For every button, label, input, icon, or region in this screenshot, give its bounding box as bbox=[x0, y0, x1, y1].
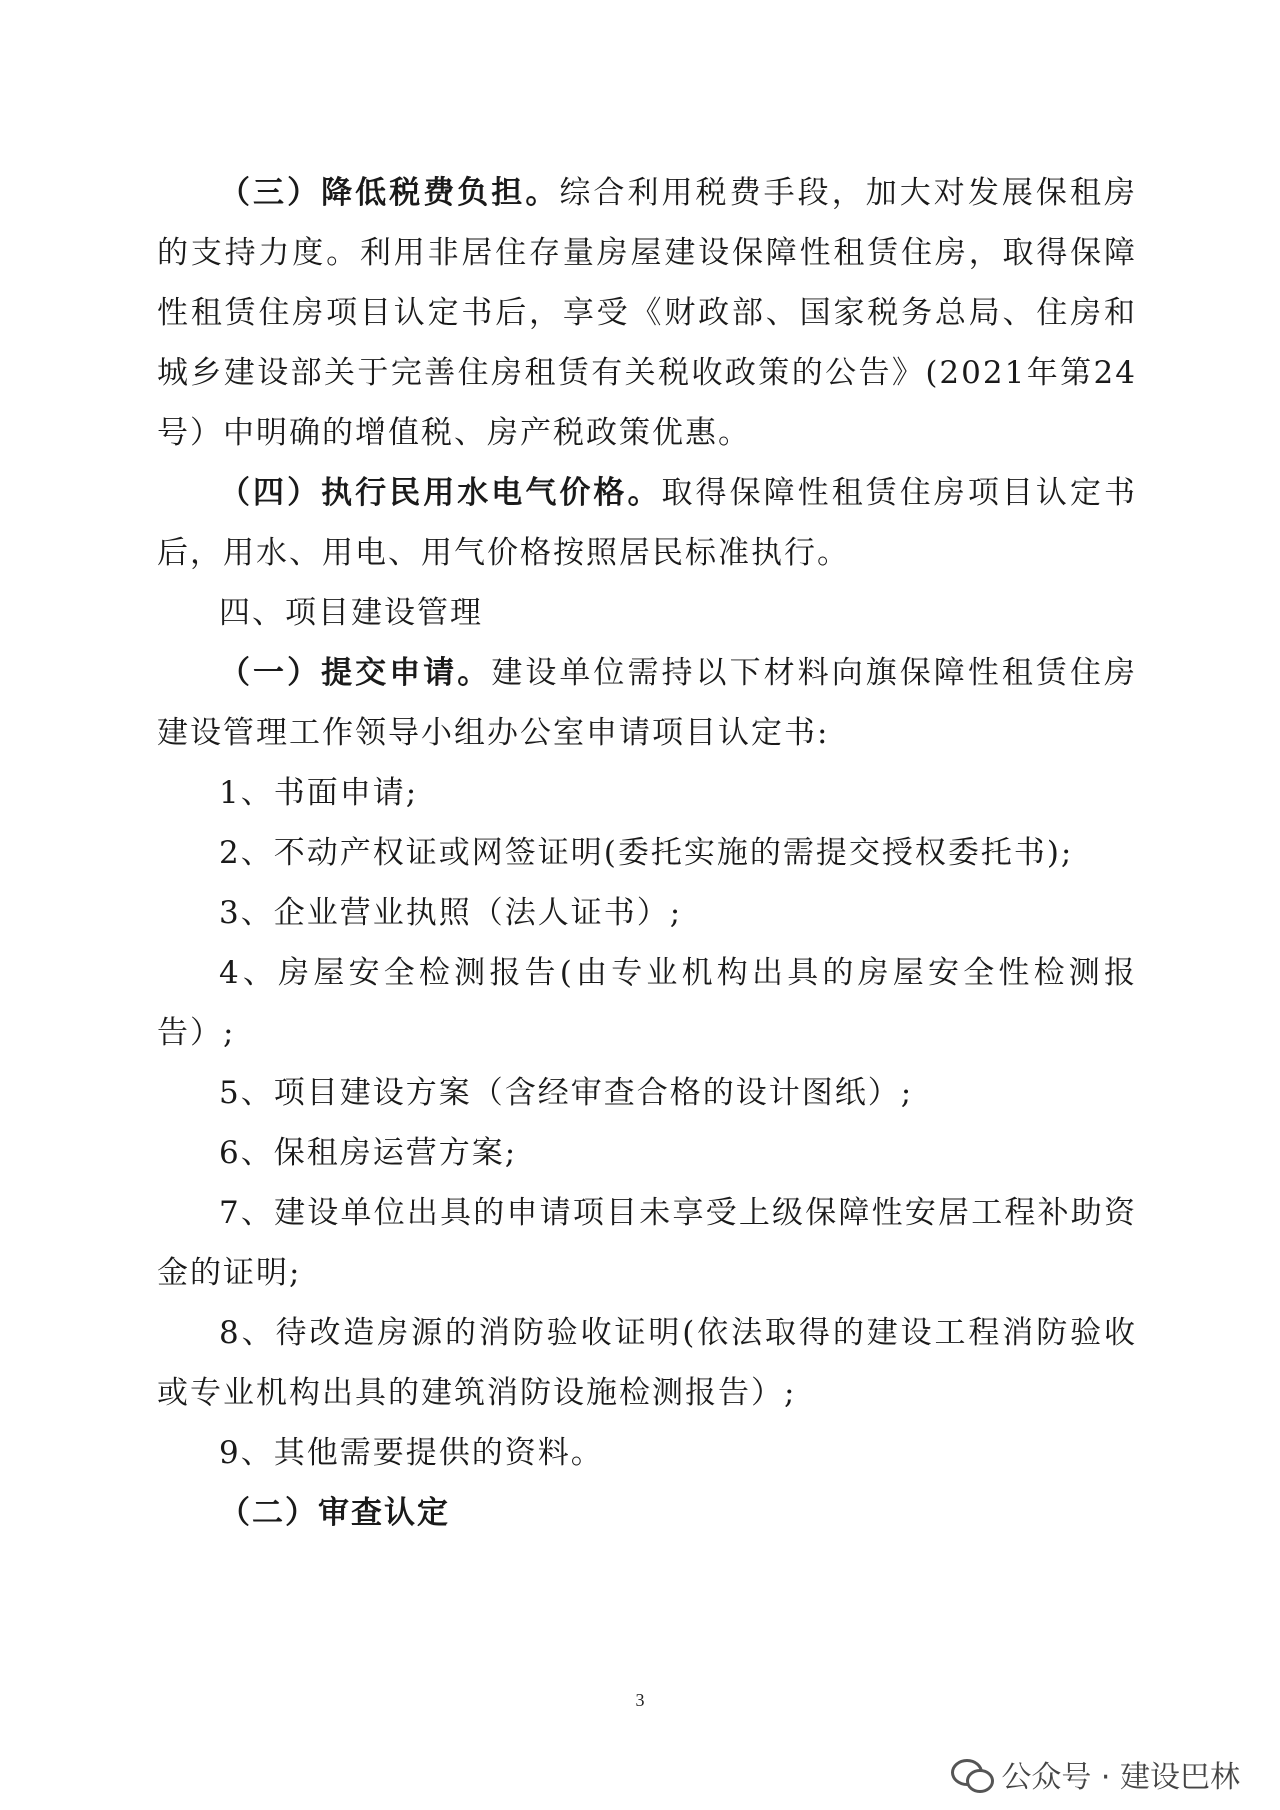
paragraph-text: 建设单位需持以下材料向旗保障性租赁住房建设管理工作领导小组办公室申请项目认定书: bbox=[157, 655, 1138, 751]
section-heading: （三）降低税费负担。 bbox=[219, 175, 560, 211]
list-item-text: 8、待改造房源的消防验收证明(依法取得的建设工程消防验收或专业机构出具的建筑消防设施检测报告）; bbox=[157, 1315, 1137, 1411]
list-item-text: 3、企业营业执照（法人证书）; bbox=[219, 895, 683, 931]
list-item bbox=[157, 883, 1137, 943]
paragraph-text: 取得保障性租赁住房项目认定书后，用水、用电、用气价格按照居民标准执行。 bbox=[157, 475, 1137, 571]
paragraph-utility-price bbox=[157, 463, 1137, 583]
list-item bbox=[157, 1423, 1137, 1483]
list-item bbox=[157, 1303, 1137, 1423]
list-item bbox=[157, 763, 1137, 823]
list-item-text: 4、房屋安全检测报告(由专业机构出具的房屋安全性检测报告）; bbox=[157, 955, 1137, 1051]
watermark-text: 公众号 · 建设巴林 bbox=[1001, 1760, 1240, 1795]
list-item bbox=[157, 1183, 1137, 1303]
list-item bbox=[157, 943, 1137, 1063]
chapter-heading-text: 四、项目建设管理 bbox=[219, 595, 483, 631]
chapter-heading bbox=[157, 583, 1137, 643]
list-item bbox=[157, 1123, 1137, 1183]
page-number: 3 bbox=[635, 1690, 645, 1710]
list-item bbox=[157, 1063, 1137, 1123]
list-item-text: 7、建设单位出具的申请项目未享受上级保障性安居工程补助资金的证明; bbox=[157, 1195, 1137, 1291]
wechat-icon bbox=[951, 1757, 991, 1791]
document-page bbox=[157, 163, 1137, 1543]
list-item bbox=[157, 823, 1137, 883]
list-item-text: 9、其他需要提供的资料。 bbox=[219, 1435, 604, 1471]
paragraph-review bbox=[157, 1483, 1137, 1543]
list-item-text: 1、书面申请; bbox=[219, 775, 419, 811]
section-heading: （二）审查认定 bbox=[219, 1495, 450, 1531]
paragraph-submit-application bbox=[157, 643, 1137, 763]
section-heading: （四）执行民用水电气价格。 bbox=[219, 475, 662, 511]
paragraph-tax-reduction bbox=[157, 163, 1137, 463]
list-item-text: 5、项目建设方案（含经审查合格的设计图纸）; bbox=[219, 1075, 914, 1111]
section-heading: （一）提交申请。 bbox=[219, 655, 492, 691]
list-item-text: 2、不动产权证或网签证明(委托实施的需提交授权委托书); bbox=[219, 835, 1074, 871]
paragraph-text: 综合利用税费手段，加大对发展保租房的支持力度。利用非居住存量房屋建设保障性租赁住房，取得保障性租赁住房项目认定书后，享受《财政部、国家税务总局、住房和城乡建设部关于完善住房租赁有关税收政策的公告》(2021年第24号）中明确的增值税、房产税政策优惠。 bbox=[157, 175, 1138, 451]
list-item-text: 6、保租房运营方案; bbox=[219, 1135, 518, 1171]
watermark bbox=[945, 1748, 1246, 1800]
